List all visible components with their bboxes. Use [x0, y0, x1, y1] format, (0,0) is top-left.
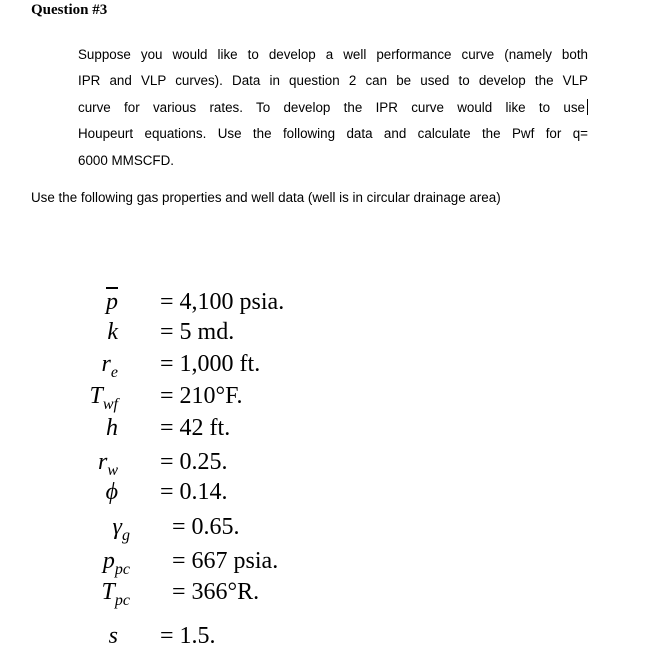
- equation-value: = 210°F.: [160, 383, 243, 409]
- equation-symbol: $p_{pc}$: [102, 548, 130, 578]
- equation-value: = 667 psia.: [172, 548, 279, 574]
- equation-value: = 0.14.: [160, 479, 228, 505]
- question-paragraph: [78, 42, 588, 174]
- equation-symbol: $r_e$: [101, 351, 118, 381]
- equation-symbol: $\overline{p}$: [106, 289, 118, 315]
- equation-value: = 42 ft.: [160, 415, 231, 441]
- question-heading: Question #3: [31, 2, 108, 18]
- equation-value: = 5 md.: [160, 319, 235, 345]
- text-cursor: [587, 99, 588, 115]
- equation-symbol: k: [107, 319, 118, 345]
- equation-value: = 0.65.: [172, 514, 240, 540]
- equation-value: = 0.25.: [160, 449, 228, 475]
- paragraph-line: 6000 MMSCFD.: [78, 152, 174, 168]
- equation-value: = 4,100 psia.: [160, 289, 285, 315]
- equation-symbol: h: [106, 415, 118, 441]
- equation-value: = 1,000 ft.: [160, 351, 261, 377]
- equation-symbol: $\gamma_g$: [112, 514, 130, 544]
- equation-symbol: $r_w$: [97, 449, 118, 479]
- paragraph-line: [78, 95, 588, 121]
- paragraph-line: Houpeurt equations. Use the following data and calculate the Pwf for q=: [78, 126, 588, 142]
- equation-value: = 366°R.: [172, 579, 260, 605]
- equation-symbol: $T_{pc}$: [101, 579, 130, 609]
- paragraph-line-text: curve for various rates. To develop the IPR curve would like to use: [78, 99, 585, 115]
- paragraph-line: Suppose you would like to develop a well performance curve (namely both: [78, 47, 588, 62]
- data-intro-text: Use the following gas properties and well data (well is in circular drainage area): [31, 190, 501, 205]
- equation-symbol: ϕ: [105, 479, 118, 505]
- paragraph-line: IPR and VLP curves). Data in question 2 can be used to develop the VLP: [78, 73, 588, 89]
- equation-symbol: $T_{wf}$: [89, 383, 118, 413]
- equation-symbol: s: [108, 623, 118, 649]
- equation-value: = 1.5.: [160, 623, 216, 649]
